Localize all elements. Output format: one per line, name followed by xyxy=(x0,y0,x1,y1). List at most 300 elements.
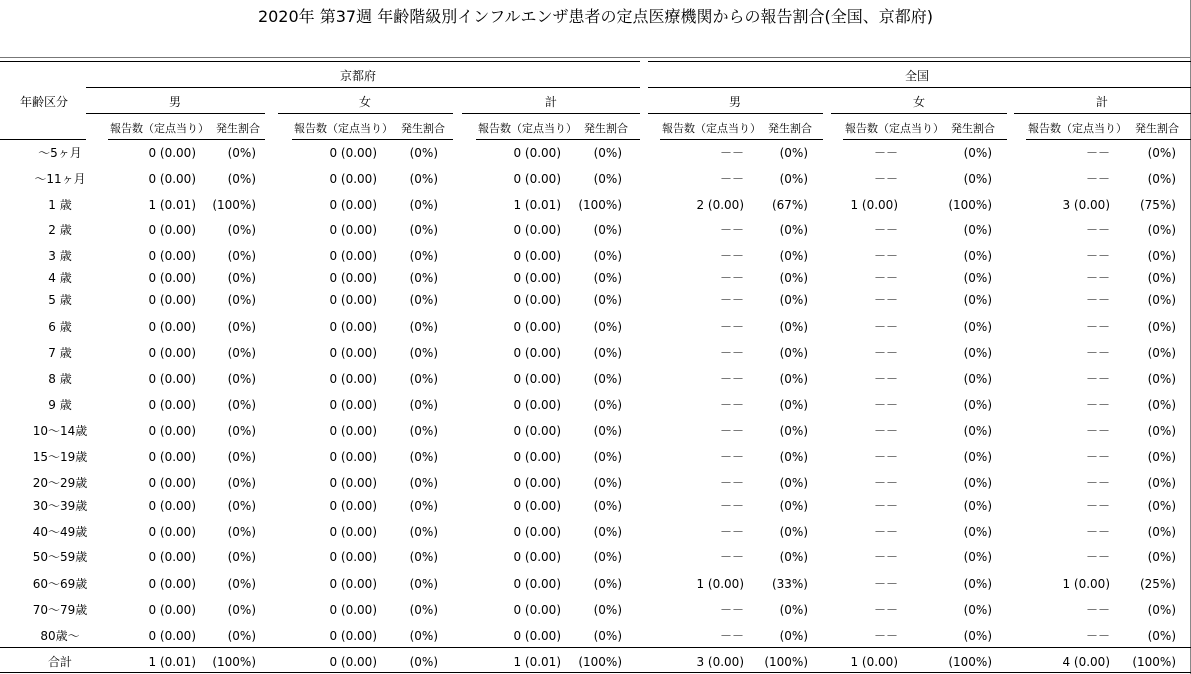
rate-cell: (0%) xyxy=(227,629,256,643)
page-title: 2020年 第37週 年齢階級別インフルエンザ患者の定点医療機関からの報告割合(全国、京都府) xyxy=(257,7,934,26)
sex-header-male: 男 xyxy=(729,95,742,109)
rate-cell: (0%) xyxy=(963,398,992,412)
table-row xyxy=(0,291,1191,309)
rate-cell: (0%) xyxy=(227,172,256,186)
report-count-cell: －－ xyxy=(1085,146,1110,160)
rate-cell: (0%) xyxy=(409,550,438,564)
age-label: 6 歳 xyxy=(48,320,72,334)
rate-cell: (0%) xyxy=(227,249,256,263)
report-count-cell: 0 (0.00) xyxy=(513,372,561,386)
age-label: 30～39歳 xyxy=(32,499,88,513)
report-count-cell: 0 (0.00) xyxy=(148,398,196,412)
age-label: 70～79歳 xyxy=(32,603,88,617)
report-count-cell: 0 (0.00) xyxy=(148,372,196,386)
report-count-cell: 0 (0.00) xyxy=(329,476,377,490)
report-count-cell: －－ xyxy=(1085,346,1110,360)
report-count-cell: 0 (0.00) xyxy=(513,603,561,617)
report-count-cell: 1 (0.01) xyxy=(148,655,196,669)
report-count-cell: －－ xyxy=(873,346,898,360)
report-count-cell: 0 (0.00) xyxy=(513,398,561,412)
rate-cell: (0%) xyxy=(593,372,622,386)
report-count-cell: 1 (0.01) xyxy=(513,655,561,669)
rate-cell: (0%) xyxy=(779,398,808,412)
rate-cell: (0%) xyxy=(593,398,622,412)
sex-header-total: 計 xyxy=(1096,95,1109,109)
rate-cell: (0%) xyxy=(593,320,622,334)
age-label: ～5ヶ月 xyxy=(38,146,82,160)
rate-cell: (0%) xyxy=(227,499,256,513)
table-row xyxy=(0,548,1191,566)
header-top-line-national xyxy=(648,61,1191,62)
report-count-cell: 0 (0.00) xyxy=(148,346,196,360)
report-count-cell: －－ xyxy=(719,525,744,539)
rate-cell: (0%) xyxy=(963,603,992,617)
rate-cell: (0%) xyxy=(1147,146,1176,160)
rate-header: 発生割合 xyxy=(216,122,260,135)
report-count-header: 報告数（定点当り） xyxy=(110,122,209,135)
report-count-cell: 0 (0.00) xyxy=(329,450,377,464)
rate-cell: (0%) xyxy=(1147,476,1176,490)
rate-cell: (0%) xyxy=(409,320,438,334)
region-header-kyoto: 京都府 xyxy=(340,69,377,83)
rate-header: 発生割合 xyxy=(768,122,812,135)
rate-cell: (0%) xyxy=(409,271,438,285)
rate-cell: (0%) xyxy=(409,146,438,160)
report-count-cell: －－ xyxy=(1085,172,1110,186)
report-count-cell: －－ xyxy=(873,172,898,186)
rate-cell: (0%) xyxy=(409,346,438,360)
report-count-cell: －－ xyxy=(873,320,898,334)
table-row xyxy=(0,247,1191,265)
report-count-cell: 0 (0.00) xyxy=(513,577,561,591)
report-count-cell: 0 (0.00) xyxy=(513,424,561,438)
report-count-cell: －－ xyxy=(719,629,744,643)
report-count-cell: 3 (0.00) xyxy=(1062,198,1110,212)
report-count-cell: －－ xyxy=(873,499,898,513)
rate-header: 発生割合 xyxy=(401,122,445,135)
sex-underline xyxy=(1014,113,1191,114)
rate-cell: (0%) xyxy=(593,271,622,285)
report-count-cell: 0 (0.00) xyxy=(148,629,196,643)
rate-cell: (0%) xyxy=(409,655,438,669)
report-count-cell: －－ xyxy=(1085,293,1110,307)
table-row xyxy=(0,170,1191,188)
rate-cell: (0%) xyxy=(227,372,256,386)
rate-cell: (0%) xyxy=(963,450,992,464)
rate-cell: (100%) xyxy=(578,655,622,669)
rate-cell: (0%) xyxy=(779,499,808,513)
report-count-cell: －－ xyxy=(1085,424,1110,438)
report-count-cell: 2 (0.00) xyxy=(696,198,744,212)
report-count-cell: －－ xyxy=(873,550,898,564)
table-row xyxy=(0,269,1191,287)
report-count-cell: 0 (0.00) xyxy=(513,223,561,237)
report-count-cell: 0 (0.00) xyxy=(329,320,377,334)
report-count-cell: 0 (0.00) xyxy=(329,346,377,360)
sex-underline xyxy=(86,113,265,114)
report-count-cell: 1 (0.00) xyxy=(696,577,744,591)
rate-cell: (100%) xyxy=(212,198,256,212)
report-count-cell: －－ xyxy=(873,476,898,490)
rate-cell: (0%) xyxy=(1147,172,1176,186)
report-count-cell: －－ xyxy=(873,271,898,285)
table-row xyxy=(0,575,1191,593)
report-count-header: 報告数（定点当り） xyxy=(845,122,944,135)
report-count-cell: 0 (0.00) xyxy=(329,577,377,591)
report-count-cell: 0 (0.00) xyxy=(148,293,196,307)
report-count-cell: －－ xyxy=(873,398,898,412)
rate-cell: (0%) xyxy=(409,525,438,539)
rate-header: 発生割合 xyxy=(951,122,995,135)
rate-cell: (0%) xyxy=(227,525,256,539)
rate-cell: (0%) xyxy=(409,223,438,237)
rate-cell: (0%) xyxy=(593,550,622,564)
rate-header: 発生割合 xyxy=(1135,122,1179,135)
rate-cell: (0%) xyxy=(779,525,808,539)
rate-cell: (0%) xyxy=(409,476,438,490)
report-count-cell: －－ xyxy=(719,372,744,386)
age-label: 40～49歳 xyxy=(32,525,88,539)
report-count-cell: －－ xyxy=(873,450,898,464)
report-count-cell: 0 (0.00) xyxy=(148,146,196,160)
report-count-cell: －－ xyxy=(1085,476,1110,490)
rate-cell: (0%) xyxy=(227,398,256,412)
age-column-header: 年齢区分 xyxy=(20,95,69,109)
report-count-header: 報告数（定点当り） xyxy=(478,122,577,135)
report-count-cell: 0 (0.00) xyxy=(148,223,196,237)
rate-cell: (0%) xyxy=(1147,372,1176,386)
report-count-cell: －－ xyxy=(1085,629,1110,643)
report-count-cell: 1 (0.00) xyxy=(1062,577,1110,591)
rate-cell: (0%) xyxy=(963,146,992,160)
report-count-header: 報告数（定点当り） xyxy=(294,122,393,135)
header-top-line-kyoto xyxy=(0,61,640,62)
report-count-cell: 0 (0.00) xyxy=(329,629,377,643)
rate-cell: (0%) xyxy=(409,424,438,438)
report-count-cell: －－ xyxy=(1085,550,1110,564)
rate-cell: (0%) xyxy=(227,320,256,334)
rate-cell: (0%) xyxy=(1147,293,1176,307)
subheader-line xyxy=(660,139,823,140)
rate-cell: (0%) xyxy=(227,424,256,438)
report-count-cell: 3 (0.00) xyxy=(696,655,744,669)
table-row xyxy=(0,601,1191,619)
rate-cell: (100%) xyxy=(578,198,622,212)
report-count-cell: －－ xyxy=(719,346,744,360)
report-count-cell: 0 (0.00) xyxy=(148,476,196,490)
report-count-cell: 0 (0.00) xyxy=(329,603,377,617)
report-count-cell: －－ xyxy=(873,577,898,591)
rate-cell: (100%) xyxy=(212,655,256,669)
rate-cell: (0%) xyxy=(1147,629,1176,643)
table-row xyxy=(0,196,1191,214)
age-label: 1 歳 xyxy=(48,198,72,212)
report-count-cell: 0 (0.00) xyxy=(148,424,196,438)
sex-header-female: 女 xyxy=(359,95,372,109)
report-count-cell: －－ xyxy=(1085,525,1110,539)
rate-cell: (0%) xyxy=(227,271,256,285)
report-count-cell: 0 (0.00) xyxy=(329,499,377,513)
report-count-cell: 0 (0.00) xyxy=(329,198,377,212)
report-count-cell: 0 (0.00) xyxy=(513,450,561,464)
rate-cell: (0%) xyxy=(593,146,622,160)
table-row xyxy=(0,474,1191,492)
report-count-cell: －－ xyxy=(719,293,744,307)
report-count-cell: 0 (0.00) xyxy=(329,655,377,669)
rate-cell: (0%) xyxy=(1147,424,1176,438)
rate-cell: (0%) xyxy=(593,499,622,513)
table-row xyxy=(0,523,1191,541)
sex-underline xyxy=(648,113,823,114)
report-count-header: 報告数（定点当り） xyxy=(1028,122,1127,135)
table-row xyxy=(0,422,1191,440)
report-count-cell: －－ xyxy=(1085,499,1110,513)
report-count-cell: 0 (0.00) xyxy=(329,223,377,237)
report-count-cell: －－ xyxy=(873,146,898,160)
report-count-cell: 0 (0.00) xyxy=(513,271,561,285)
report-count-cell: 0 (0.00) xyxy=(148,550,196,564)
rate-cell: (0%) xyxy=(593,577,622,591)
rate-cell: (0%) xyxy=(227,450,256,464)
rate-cell: (0%) xyxy=(779,629,808,643)
age-label: 5 歳 xyxy=(48,293,72,307)
rate-cell: (0%) xyxy=(409,603,438,617)
rate-cell: (0%) xyxy=(779,249,808,263)
rate-cell: (0%) xyxy=(779,424,808,438)
report-count-cell: 0 (0.00) xyxy=(513,320,561,334)
table-row xyxy=(0,144,1191,162)
report-count-cell: －－ xyxy=(1085,271,1110,285)
report-count-cell: 0 (0.00) xyxy=(329,372,377,386)
report-count-cell: 0 (0.00) xyxy=(148,271,196,285)
region-underline-national xyxy=(648,87,1191,88)
sex-underline xyxy=(831,113,1007,114)
rate-cell: (0%) xyxy=(593,223,622,237)
report-count-cell: 0 (0.00) xyxy=(148,249,196,263)
report-count-cell: －－ xyxy=(719,398,744,412)
rate-cell: (0%) xyxy=(1147,450,1176,464)
rate-cell: (100%) xyxy=(948,655,992,669)
report-count-cell: －－ xyxy=(719,320,744,334)
rate-cell: (33%) xyxy=(771,577,808,591)
rate-cell: (0%) xyxy=(593,346,622,360)
subheader-line xyxy=(0,139,86,140)
rate-cell: (0%) xyxy=(227,223,256,237)
rate-cell: (0%) xyxy=(779,146,808,160)
rate-cell: (0%) xyxy=(409,398,438,412)
report-count-cell: 0 (0.00) xyxy=(513,249,561,263)
rate-cell: (0%) xyxy=(1147,398,1176,412)
rate-cell: (0%) xyxy=(779,172,808,186)
report-count-cell: －－ xyxy=(719,223,744,237)
age-label: 合計 xyxy=(47,655,72,669)
age-label: 80歳～ xyxy=(40,629,80,643)
report-count-cell: －－ xyxy=(873,293,898,307)
rate-cell: (0%) xyxy=(963,629,992,643)
sex-underline xyxy=(278,113,453,114)
rate-cell: (0%) xyxy=(779,372,808,386)
rate-cell: (0%) xyxy=(409,249,438,263)
total-row xyxy=(0,653,1191,671)
rate-cell: (0%) xyxy=(409,198,438,212)
rate-cell: (0%) xyxy=(1147,223,1176,237)
rate-cell: (0%) xyxy=(227,146,256,160)
rate-cell: (0%) xyxy=(1147,550,1176,564)
report-count-header: 報告数（定点当り） xyxy=(662,122,761,135)
report-count-cell: －－ xyxy=(1085,603,1110,617)
report-count-cell: －－ xyxy=(719,476,744,490)
rate-cell: (100%) xyxy=(764,655,808,669)
rate-cell: (0%) xyxy=(963,525,992,539)
report-count-cell: 0 (0.00) xyxy=(329,525,377,539)
report-count-cell: 1 (0.00) xyxy=(850,655,898,669)
age-label: 10～14歳 xyxy=(32,424,88,438)
rate-cell: (67%) xyxy=(771,198,808,212)
sex-header-male: 男 xyxy=(169,95,182,109)
report-count-cell: 1 (0.01) xyxy=(513,198,561,212)
rate-cell: (0%) xyxy=(593,249,622,263)
rate-cell: (0%) xyxy=(779,293,808,307)
report-count-cell: 0 (0.00) xyxy=(513,499,561,513)
rate-cell: (0%) xyxy=(1147,525,1176,539)
report-count-cell: －－ xyxy=(1085,398,1110,412)
subheader-line xyxy=(843,139,1007,140)
rate-cell: (0%) xyxy=(593,525,622,539)
rate-cell: (0%) xyxy=(963,223,992,237)
rate-cell: (0%) xyxy=(963,499,992,513)
rate-header: 発生割合 xyxy=(584,122,628,135)
report-count-cell: －－ xyxy=(719,499,744,513)
rate-cell: (0%) xyxy=(779,550,808,564)
rate-cell: (0%) xyxy=(963,293,992,307)
rate-cell: (0%) xyxy=(963,172,992,186)
rate-cell: (0%) xyxy=(593,450,622,464)
rate-cell: (0%) xyxy=(963,372,992,386)
report-count-cell: 0 (0.00) xyxy=(148,450,196,464)
age-label: 8 歳 xyxy=(48,372,72,386)
rate-cell: (0%) xyxy=(963,320,992,334)
age-label: 3 歳 xyxy=(48,249,72,263)
report-count-cell: 0 (0.00) xyxy=(513,172,561,186)
report-count-cell: －－ xyxy=(1085,320,1110,334)
rate-cell: (0%) xyxy=(963,550,992,564)
subheader-line xyxy=(108,139,265,140)
table-row xyxy=(0,344,1191,362)
report-count-cell: 0 (0.00) xyxy=(513,550,561,564)
rate-cell: (0%) xyxy=(227,577,256,591)
report-count-cell: 0 (0.00) xyxy=(513,476,561,490)
rate-cell: (0%) xyxy=(779,346,808,360)
rate-cell: (0%) xyxy=(1147,346,1176,360)
rate-cell: (0%) xyxy=(779,450,808,464)
report-count-cell: 0 (0.00) xyxy=(513,146,561,160)
rate-cell: (75%) xyxy=(1139,198,1176,212)
rate-cell: (0%) xyxy=(963,249,992,263)
rate-cell: (25%) xyxy=(1139,577,1176,591)
rate-cell: (100%) xyxy=(1132,655,1176,669)
report-count-cell: 1 (0.01) xyxy=(148,198,196,212)
rate-cell: (0%) xyxy=(1147,603,1176,617)
report-count-cell: 0 (0.00) xyxy=(513,346,561,360)
age-label: 20～29歳 xyxy=(32,476,88,490)
rate-cell: (0%) xyxy=(409,629,438,643)
subheader-line xyxy=(476,139,640,140)
rate-cell: (0%) xyxy=(593,293,622,307)
rate-cell: (0%) xyxy=(963,476,992,490)
rate-cell: (0%) xyxy=(1147,320,1176,334)
rate-cell: (0%) xyxy=(227,346,256,360)
table-row xyxy=(0,221,1191,239)
rate-cell: (0%) xyxy=(1147,249,1176,263)
report-count-cell: －－ xyxy=(1085,372,1110,386)
report-count-cell: －－ xyxy=(873,525,898,539)
top-divider xyxy=(0,57,1191,58)
rate-cell: (0%) xyxy=(963,346,992,360)
report-count-cell: 0 (0.00) xyxy=(329,293,377,307)
report-count-cell: 0 (0.00) xyxy=(329,146,377,160)
rate-cell: (0%) xyxy=(409,172,438,186)
rate-cell: (0%) xyxy=(227,603,256,617)
rate-cell: (0%) xyxy=(227,476,256,490)
report-count-cell: －－ xyxy=(1085,249,1110,263)
rate-cell: (0%) xyxy=(409,577,438,591)
rate-cell: (100%) xyxy=(948,198,992,212)
table-row xyxy=(0,370,1191,388)
report-count-cell: －－ xyxy=(1085,450,1110,464)
report-count-cell: －－ xyxy=(873,249,898,263)
report-count-cell: 0 (0.00) xyxy=(148,577,196,591)
report-count-cell: －－ xyxy=(719,146,744,160)
report-count-cell: －－ xyxy=(873,424,898,438)
report-count-cell: 0 (0.00) xyxy=(148,172,196,186)
report-count-cell: －－ xyxy=(873,372,898,386)
report-count-cell: －－ xyxy=(873,629,898,643)
rate-cell: (0%) xyxy=(779,223,808,237)
report-count-cell: －－ xyxy=(719,450,744,464)
rate-cell: (0%) xyxy=(779,476,808,490)
rate-cell: (0%) xyxy=(409,450,438,464)
rate-cell: (0%) xyxy=(779,320,808,334)
report-count-cell: －－ xyxy=(719,424,744,438)
subheader-line xyxy=(292,139,453,140)
table-row xyxy=(0,318,1191,336)
rate-cell: (0%) xyxy=(963,424,992,438)
report-count-cell: 1 (0.00) xyxy=(850,198,898,212)
age-label: 7 歳 xyxy=(48,346,72,360)
sex-header-total: 計 xyxy=(545,95,558,109)
rate-cell: (0%) xyxy=(593,629,622,643)
total-bottom-line xyxy=(0,672,1191,673)
rate-cell: (0%) xyxy=(409,499,438,513)
rate-cell: (0%) xyxy=(593,172,622,186)
total-top-line xyxy=(0,647,1191,648)
rate-cell: (0%) xyxy=(409,372,438,386)
report-count-cell: －－ xyxy=(1085,223,1110,237)
report-count-cell: 0 (0.00) xyxy=(513,293,561,307)
age-label: 2 歳 xyxy=(48,223,72,237)
report-count-cell: －－ xyxy=(719,550,744,564)
report-count-cell: 0 (0.00) xyxy=(329,398,377,412)
region-underline-kyoto xyxy=(86,87,640,88)
report-count-cell: 0 (0.00) xyxy=(148,320,196,334)
report-count-cell: －－ xyxy=(873,603,898,617)
region-header-national: 全国 xyxy=(905,69,930,83)
age-label: 9 歳 xyxy=(48,398,72,412)
report-count-cell: 0 (0.00) xyxy=(148,603,196,617)
report-count-cell: 0 (0.00) xyxy=(148,499,196,513)
age-label: 4 歳 xyxy=(48,271,72,285)
rate-cell: (0%) xyxy=(227,550,256,564)
